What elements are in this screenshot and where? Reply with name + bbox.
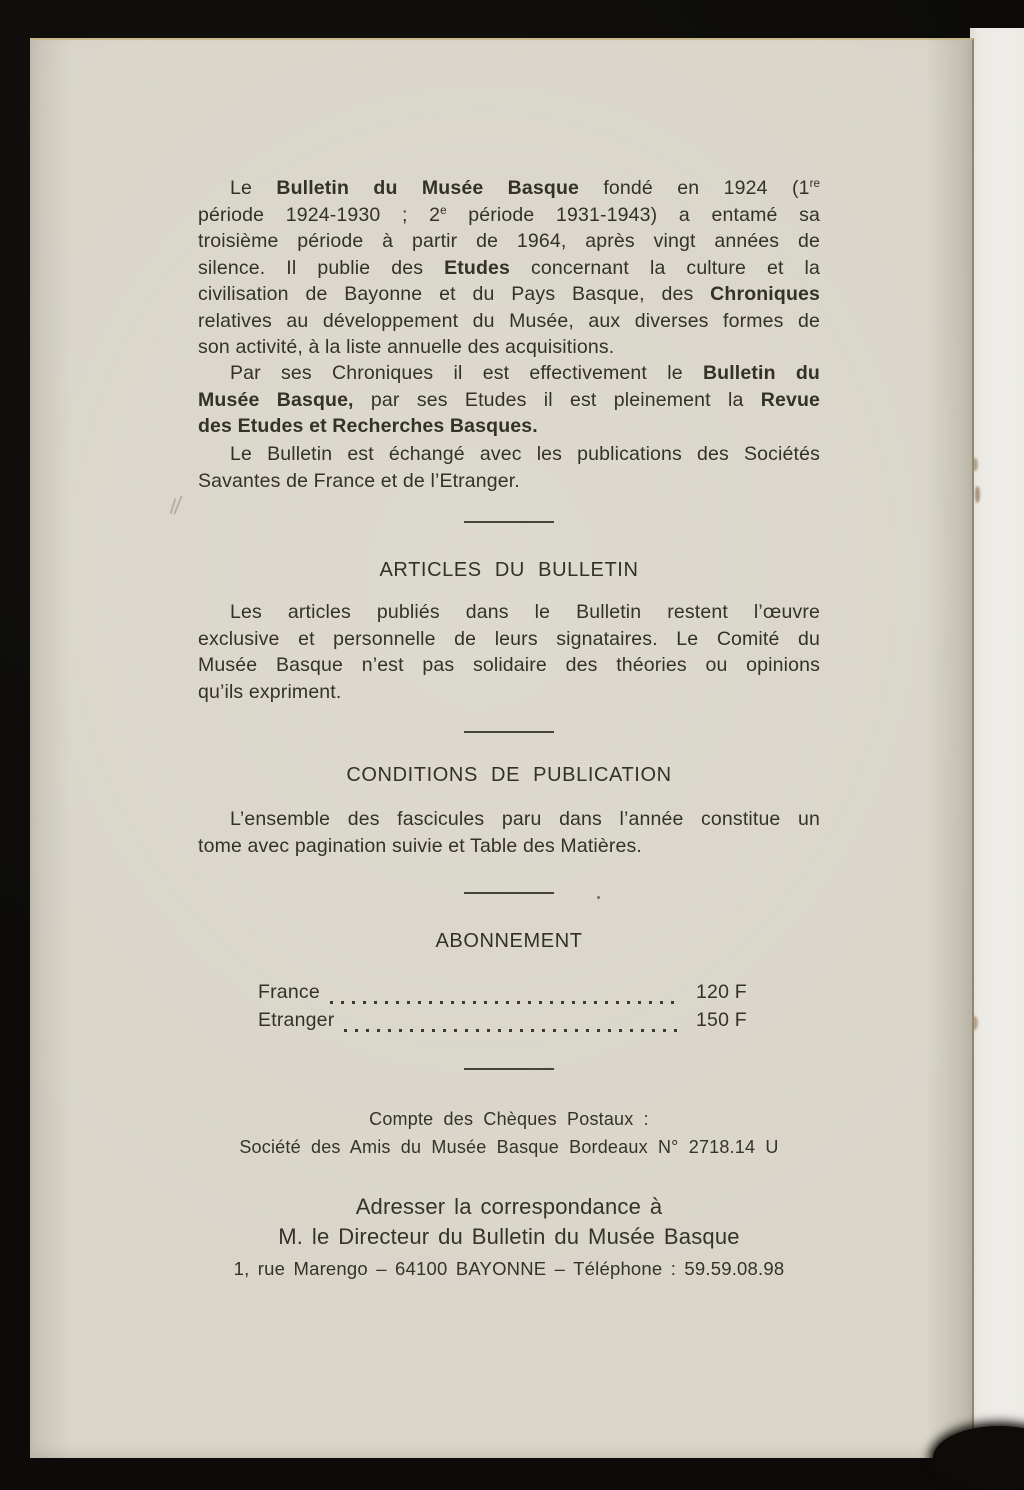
section-divider	[464, 1068, 554, 1070]
dots-leader	[344, 1029, 682, 1032]
section-divider	[464, 731, 554, 733]
subscription-label: France	[258, 981, 320, 1003]
cheques-line: Compte des Chèques Postaux :	[369, 1109, 649, 1129]
subscription-row	[258, 981, 758, 1009]
subscription-rates	[258, 981, 758, 1037]
book-page	[30, 38, 974, 1458]
cheques-account-line: Société des Amis du Musée Basque Bordeaux N° 2718.14 U	[239, 1137, 779, 1157]
section-title-abonnement: ABONNEMENT	[435, 930, 583, 952]
subscription-label: Etranger	[258, 1009, 335, 1031]
articles-paragraph: Les articles publiés dans le Bulletin restent l’œuvre exclusive et personnelle de leurs signataires. Le Comité du Musée Basque n’est pas solidaire des théories ou opinions qu’ils expriment.	[198, 601, 820, 703]
correspondence-line: Adresser la correspondance à	[355, 1194, 663, 1219]
pencil-mark	[166, 492, 186, 522]
dots-leader	[330, 1001, 682, 1004]
subscription-row	[258, 1009, 758, 1037]
subscription-price: 120 F	[696, 981, 747, 1003]
director-line: M. le Directeur du Bulletin du Musée Basque	[278, 1224, 740, 1249]
paper-stain	[975, 486, 980, 503]
stray-ink-dot	[597, 896, 600, 899]
subscription-price: 150 F	[696, 1009, 747, 1031]
section-title-articles: ARTICLES DU BULLETIN	[379, 559, 639, 581]
conditions-paragraph: L’ensemble des fascicules paru dans l’année constitue un tome avec pagination suivie et Table des Matières.	[198, 808, 820, 857]
section-title-conditions: CONDITIONS DE PUBLICATION	[346, 764, 672, 786]
intro-paragraph-1: Le Bulletin du Musée Basque fondé en 1924 (1re période 1924-1930 ; 2e période 1931-1943) a entamé sa troisième période à partir de 1964, après vingt années de silence. Il publie des Etudes concernant la culture et la civilisation de Bayonne et du Pays Basque, des Chroniques relatives au développement du Musée, aux diverses formes de son activité, à la liste annuelle des acquisitions.	[198, 177, 820, 358]
intro-paragraph-3: Le Bulletin est échangé avec les publications des Sociétés Savantes de France et de l’Etranger.	[198, 443, 820, 492]
address-line: 1, rue Marengo – 64100 BAYONNE – Téléphone : 59.59.08.98	[233, 1258, 785, 1279]
next-page-edge	[970, 28, 1024, 1446]
section-divider	[464, 521, 554, 523]
section-divider	[464, 892, 554, 894]
intro-paragraph-2: Par ses Chroniques il est effectivement le Bulletin du Musée Basque, par ses Etudes il est pleinement la Revue des Etudes et Recherches Basques.	[198, 362, 820, 437]
